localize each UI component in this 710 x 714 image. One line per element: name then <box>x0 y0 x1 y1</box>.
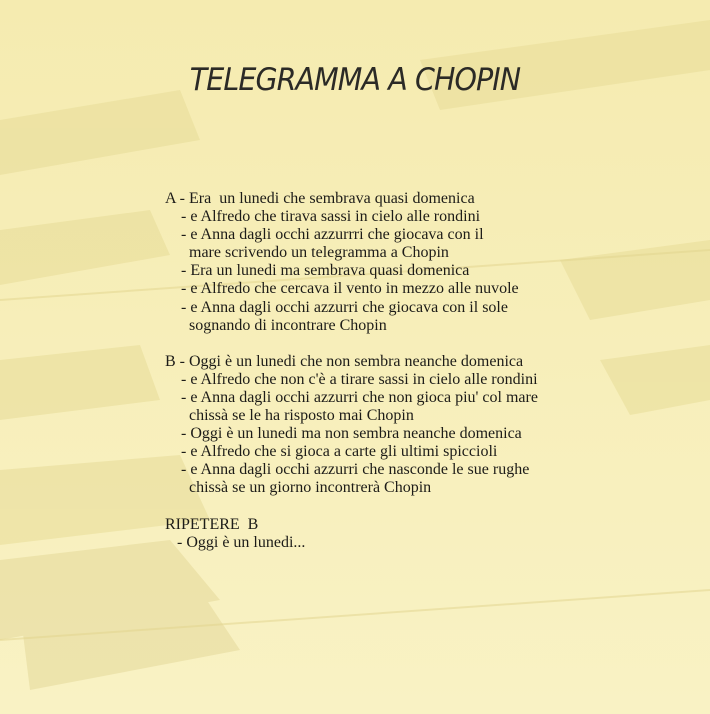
verse-spacer <box>165 498 538 516</box>
lyric-line: B - Oggi è un lunedi che non sembra neanche domenica <box>165 352 524 370</box>
repeat-section <box>165 516 538 552</box>
page-title: TELEGRAMMA A CHOPIN <box>189 62 521 98</box>
lyrics-body <box>165 190 538 552</box>
lyric-line: - e Anna dagli occhi azzurri che non gioca piu' col mare <box>165 388 538 406</box>
lyric-line: - e Anna dagli occhi azzurri che nasconde le sue rughe <box>165 461 530 479</box>
lyric-line: - e Alfredo che cercava il vento in mezzo alle nuvole <box>165 280 519 298</box>
lyric-line: A - Era un lunedi che sembrava quasi domenica <box>165 190 475 207</box>
verse-b <box>165 353 538 498</box>
lyric-line: - e Alfredo che tirava sassi in cielo alle rondini <box>165 208 481 226</box>
lyric-line: mare scrivendo un telegramma a Chopin <box>165 244 449 262</box>
repeat-label: RIPETERE B <box>165 515 259 533</box>
repeat-line: - Oggi è un lunedi... <box>165 533 306 551</box>
lyric-line: - Oggi è un lunedi ma non sembra neanche domenica <box>165 425 522 443</box>
lyric-line: chissà se le ha risposto mai Chopin <box>165 407 414 425</box>
lyric-line: - e Anna dagli occhi azzurrri che giocava con il <box>165 226 484 244</box>
lyric-line: - e Alfredo che non c'è a tirare sassi in cielo alle rondini <box>165 370 538 388</box>
lyric-line: - e Alfredo che si gioca a carte gli ultimi spiccioli <box>165 443 498 461</box>
verse-a <box>165 190 538 335</box>
verse-spacer <box>165 335 538 353</box>
lyric-line: chissà se un giorno incontrerà Chopin <box>165 479 432 497</box>
lyric-line: - e Anna dagli occhi azzurri che giocava con il sole <box>165 298 508 316</box>
lyric-line: - Era un lunedi ma sembrava quasi domenica <box>165 262 470 280</box>
lyric-line: sognando di incontrare Chopin <box>165 316 387 334</box>
